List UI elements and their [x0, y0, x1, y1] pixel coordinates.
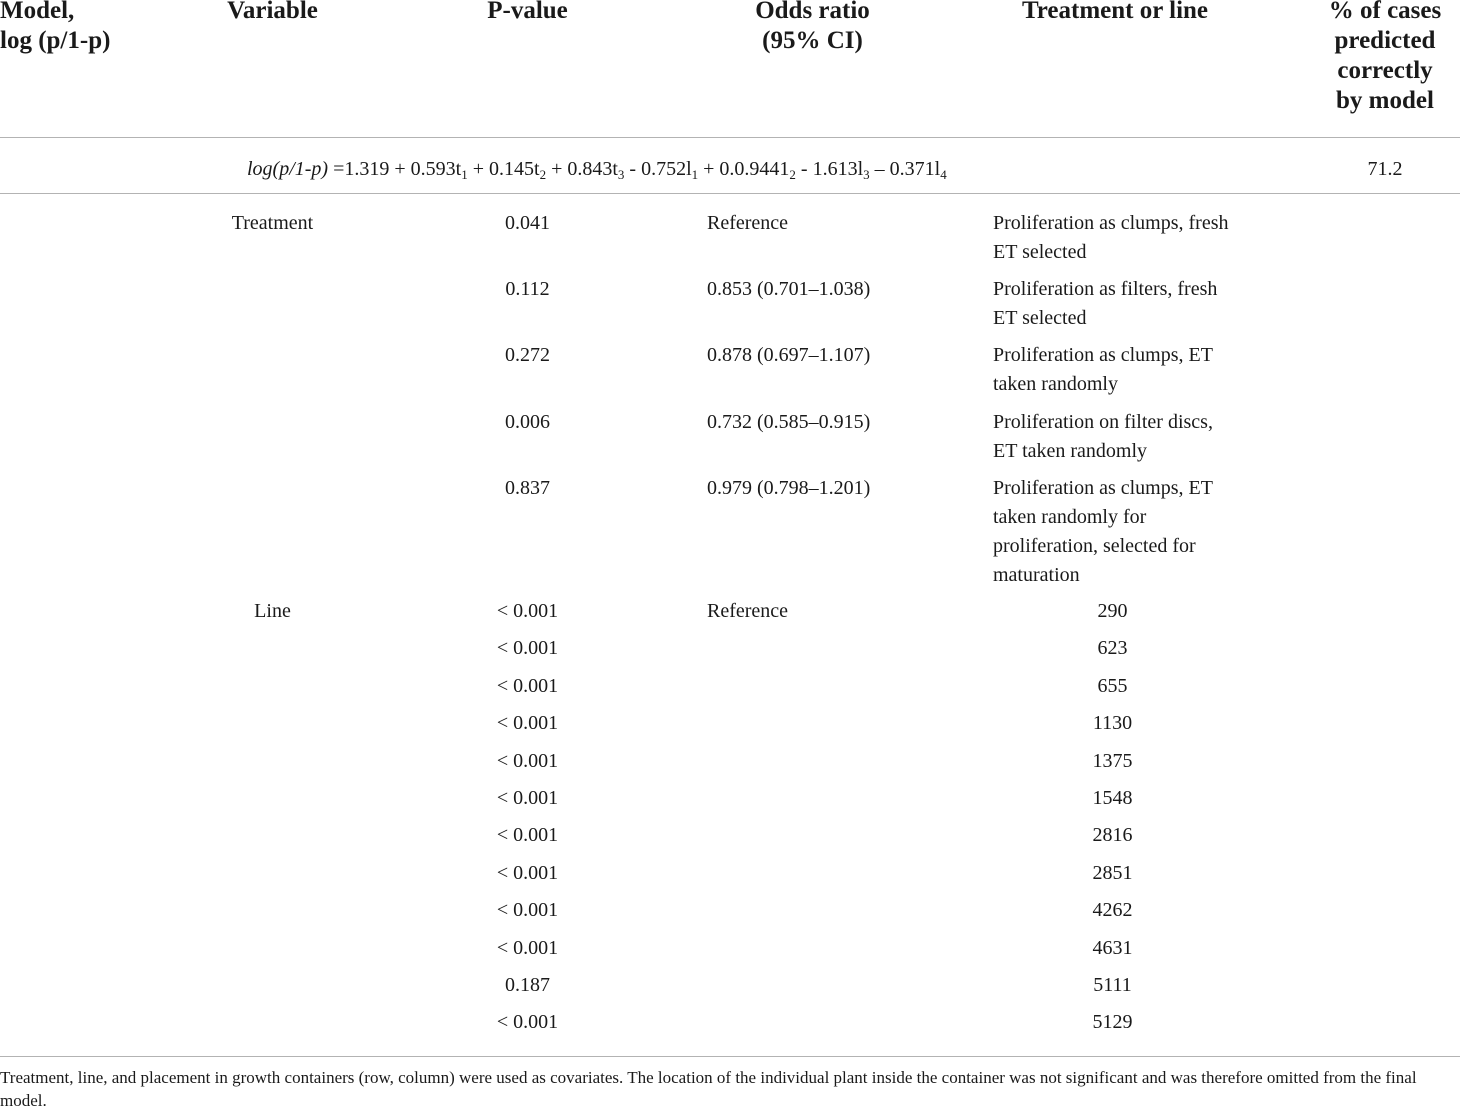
header-pct-correct: % of cases predicted correctly by model	[1328, 0, 1442, 114]
table-row-treatment-4-or: 0.732 (0.585–0.915)	[707, 411, 871, 433]
table-row-line-p: < 0.001	[496, 787, 559, 809]
table-row-line-p: 0.187	[505, 974, 550, 996]
table-row-treatment-3-or: 0.878 (0.697–1.107)	[707, 344, 871, 366]
table-row-line-p: < 0.001	[496, 937, 559, 959]
table-row-line-p: < 0.001	[496, 899, 559, 921]
table-row-line-id: 2816	[1092, 824, 1133, 846]
table-row-treatment-4-p: 0.006	[505, 411, 550, 433]
header-variable: Variable	[227, 0, 318, 24]
table-row-treatment-3-p: 0.272	[505, 344, 550, 366]
footer-divider	[0, 1056, 1460, 1057]
table-row-line-p: < 0.001	[496, 1011, 559, 1033]
variable-line: Line	[254, 600, 291, 622]
table-row-treatment-1-or: Reference	[707, 212, 789, 234]
variable-treatment: Treatment	[231, 212, 314, 234]
table-row-line-p: < 0.001	[496, 862, 559, 884]
table-row-treatment-1-desc: Proliferation as clumps, fresh ET selected	[993, 212, 1229, 263]
table-row-line-p: < 0.001	[496, 712, 559, 734]
header-odds-ratio: Odds ratio (95% CI)	[755, 0, 870, 54]
model-divider	[0, 193, 1460, 194]
header-treatment-or-line: Treatment or line	[1021, 0, 1209, 24]
header-divider	[0, 137, 1460, 138]
model-pct-correct: 71.2	[1367, 158, 1403, 180]
table-row-line-id: 1548	[1092, 787, 1133, 809]
table-row-line-p: < 0.001	[496, 675, 559, 697]
table-row-line-p: < 0.001	[496, 637, 559, 659]
table-row-line-p: < 0.001	[496, 600, 559, 622]
table-row-treatment-1-p: 0.041	[505, 212, 550, 234]
model-row	[0, 154, 1460, 184]
table-row-line-id: 4631	[1092, 937, 1133, 959]
table-row-line-p: < 0.001	[496, 750, 559, 772]
header-model: Model, log (p/1-p)	[0, 0, 111, 54]
table-row-line-id: 5129	[1092, 1011, 1133, 1033]
table-row-treatment-5-p: 0.837	[505, 477, 550, 499]
table-row-line-id: 655	[1097, 675, 1128, 697]
table-row-line-p: < 0.001	[496, 824, 559, 846]
table-row-treatment-2-desc: Proliferation as filters, fresh ET selected	[993, 278, 1218, 329]
model-formula: $\log(p/1-p) =1.319 + 0.593t_1 + 0.145t_2 + 0.843t_3 - 0.752l_1 + 0.0.9441_2 - 1.613l_3 - 0.371l_4$	[247, 158, 947, 182]
table-row-line-id: 1375	[1092, 750, 1133, 772]
table-row-line-id: 4262	[1092, 899, 1133, 921]
table-row-line-id: 5111	[1093, 974, 1132, 996]
table-row-treatment-5-or: 0.979 (0.798–1.201)	[707, 477, 871, 499]
table-row-line-or: Reference	[707, 600, 789, 622]
table-row-line-id: 623	[1097, 637, 1128, 659]
table-row-treatment-5-desc: Proliferation as clumps, ET taken randomly for proliferation, selected for maturation	[993, 477, 1213, 586]
table-header	[0, 0, 1460, 137]
table-row-treatment-4-desc: Proliferation on filter discs, ET taken randomly	[993, 411, 1213, 462]
table-row-treatment-2-or: 0.853 (0.701–1.038)	[707, 278, 871, 300]
header-pvalue: P-value	[487, 0, 568, 24]
table-row-line-id: 290	[1097, 600, 1128, 622]
table-row-treatment-2-p: 0.112	[505, 278, 550, 300]
table-row-line-id: 1130	[1092, 712, 1133, 734]
table-row-line-id: 2851	[1092, 862, 1133, 884]
table-row-treatment-3-desc: Proliferation as clumps, ET taken randomly	[993, 344, 1213, 395]
table-footnote: Treatment, line, and placement in growth containers (row, column) were used as covariates. The location of the individual plant inside the container was not significant and was therefore omitted from the final model.	[0, 1068, 1417, 1110]
